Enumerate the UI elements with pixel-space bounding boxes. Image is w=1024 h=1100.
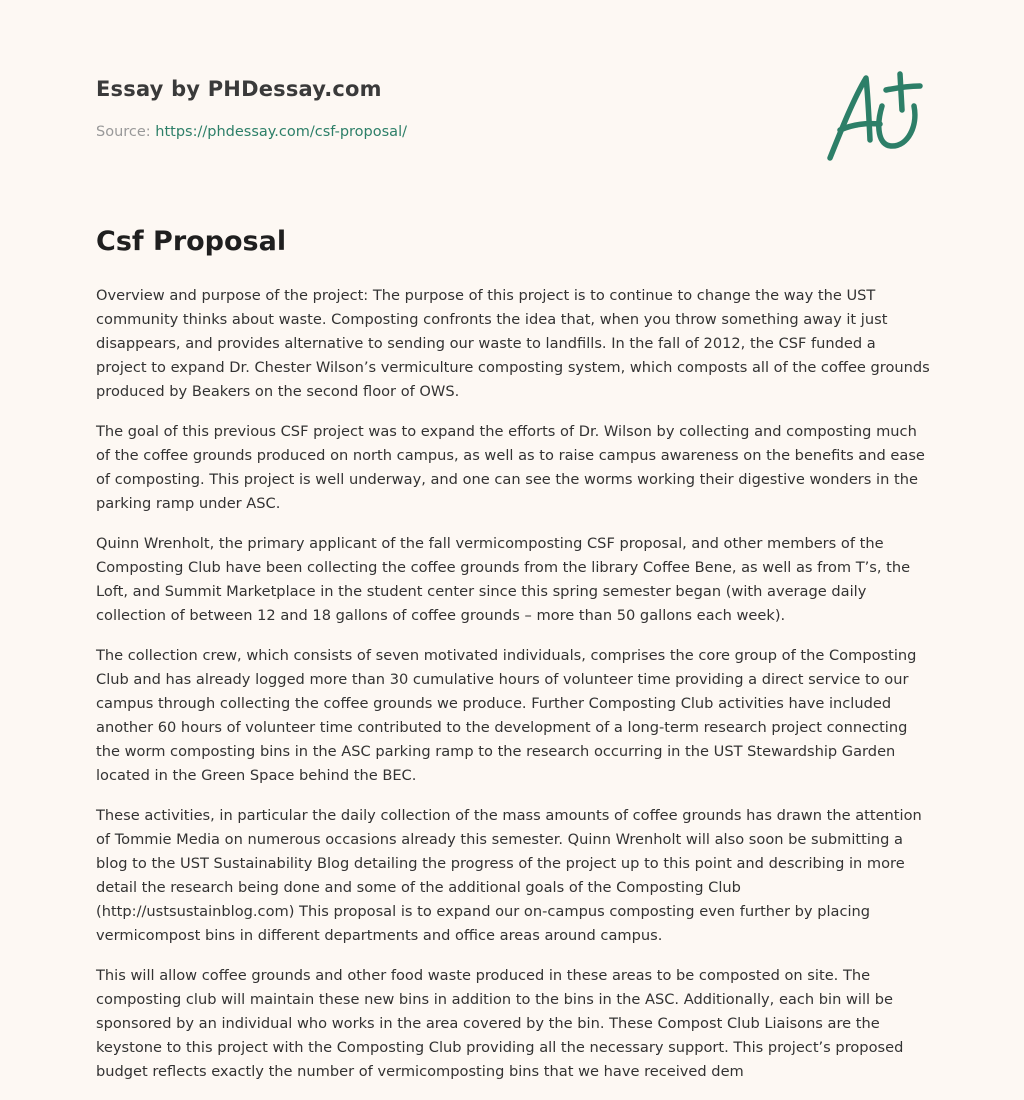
essay-paragraph: Overview and purpose of the project: The purpose of this project is to continue to change the way the UST community thinks about waste. Composting confronts the idea that, when you throw something away it just disappears, and provides alternative to sending our waste to landfills. In the fall of 2012, the CSF funded a project to expand Dr. Chester Wilson’s vermiculture composting system, which composts all of the coffee grounds produced by Beakers on the second floor of OWS.	[96, 287, 930, 400]
source-label: Source:	[96, 124, 151, 140]
essay-paragraph: The collection crew, which consists of seven motivated individuals, comprises the core group of the Composting Club and has already logged more than 30 cumulative hours of volunteer time providing a direct service to our campus through collecting the coffee grounds we produce. Further Composting Club activities have included another 60 hours of volunteer time contributed to the development of a long-term research project connecting the worm composting bins in the ASC parking ramp to the research occurring in the UST Stewardship Garden located in the Green Space behind the BEC.	[96, 647, 917, 784]
site-title: Essay by PHDessay.com	[96, 77, 382, 101]
essay-paragraph: The goal of this previous CSF project was to expand the efforts of Dr. Wilson by collecting and composting much of the coffee grounds produced on north campus, as well as to raise campus awareness on the benefits and ease of composting. This project is well underway, and one can see the worms working their digestive wonders in the parking ramp under ASC.	[96, 423, 925, 512]
source-link[interactable]: https://phdessay.com/csf-proposal/	[155, 124, 407, 140]
essay-paragraph: This will allow coffee grounds and other food waste produced in these areas to be composted on site. The composting club will maintain these new bins in addition to the bins in the ASC. Additionally, each bin will be sponsored by an individual who works in the area covered by the bin. These Compost Club Liaisons are the keystone to this project with the Composting Club providing all the necessary support. This project’s proposed budget reflects exactly the number of vermicomposting bins that we have received dem	[96, 967, 904, 1080]
essay-paragraph: These activities, in particular the daily collection of the mass amounts of coffee grounds has drawn the attention of Tommie Media on numerous occasions already this semester. Quinn Wrenholt will also soon be submitting a blog to the UST Sustainability Blog detailing the progress of the project up to this point and describing in more detail the research being done and some of the additional goals of the Composting Club (http://ustsustainblog.com) This proposal is to expand our on-campus composting even further by placing vermicompost bins in different departments and office areas around campus.	[96, 807, 922, 944]
essay-title: Csf Proposal	[96, 226, 287, 257]
a-plus-logo-icon	[820, 66, 930, 166]
source-line	[96, 124, 407, 140]
essay-body	[96, 284, 930, 1100]
essay-paragraph: Quinn Wrenholt, the primary applicant of the fall vermicomposting CSF proposal, and other members of the Composting Club have been collecting the coffee grounds from the library Coffee Bene, as well as from T’s, the Loft, and Summit Marketplace in the student center since this spring semester began (with average daily collection of between 12 and 18 gallons of coffee grounds – more than 50 gallons each week).	[96, 535, 911, 624]
